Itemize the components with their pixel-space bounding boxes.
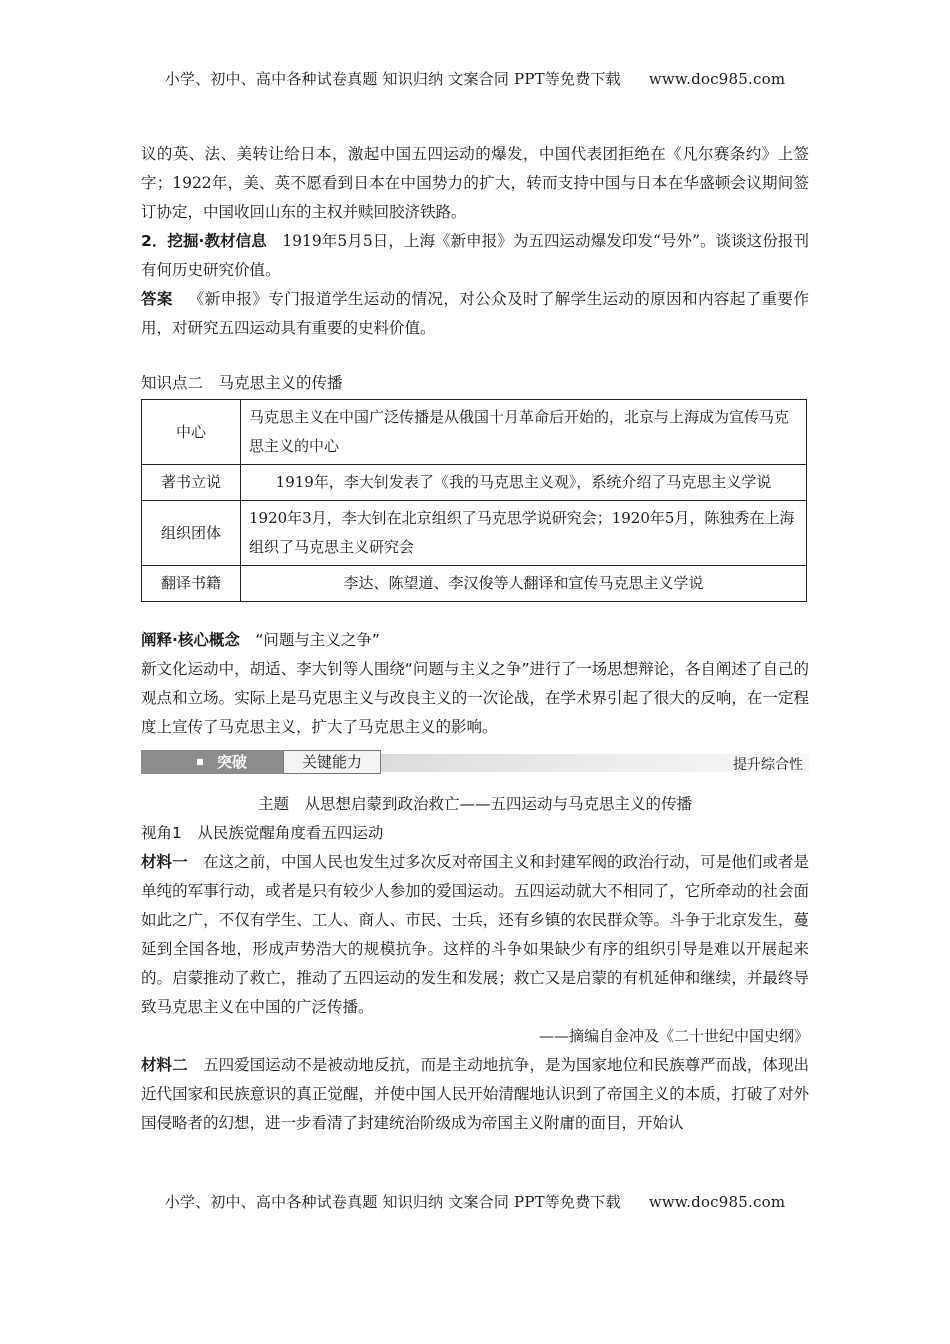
material-1 — [141, 848, 809, 1022]
material-2 — [141, 1051, 809, 1138]
footer-text: 小学、初中、高中各种试卷真题 知识归纳 文案合同 PPT等免费下载 — [164, 1193, 621, 1211]
table-key: 组织团体 — [142, 501, 241, 566]
question-2 — [141, 227, 809, 285]
question-2-text: 1919年5月5日，上海《新申报》为五四运动爆发印发“号外”。谈谈这份报刊有何历史研究价值。 — [141, 232, 809, 279]
table-key: 中心 — [142, 400, 241, 465]
answer — [141, 285, 809, 343]
topic-title: 主题 从思想启蒙到政治救亡——五四运动与马克思主义的传播 — [257, 795, 692, 813]
banner-tab-breakthrough: 突破 — [141, 750, 283, 774]
material-1-label: 材料一 — [141, 853, 188, 871]
answer-text: 《新申报》专门报道学生运动的情况，对公众及时了解学生运动的原因和内容起了重要作用，对研究五四运动具有重要的史料价值。 — [141, 290, 809, 337]
table-value: 马克思主义在中国广泛传播是从俄国十月革命后开始的，北京与上海成为宣传马克思主义的中心 — [241, 400, 807, 465]
material-2-label: 材料二 — [141, 1056, 188, 1074]
table-value: 1919年，李大钊发表了《我的马克思主义观》，系统介绍了马克思主义学说 — [241, 465, 807, 501]
page-content — [141, 140, 809, 1138]
header-text: 小学、初中、高中各种试卷真题 知识归纳 文案合同 PPT等免费下载 — [164, 70, 621, 88]
concept-heading — [141, 626, 809, 655]
footer-url[interactable]: www.doc985.com — [648, 1193, 786, 1211]
table-row — [142, 465, 807, 501]
concept-title: “问题与主义之争” — [255, 631, 380, 649]
square-bullet-icon — [197, 759, 203, 765]
table-row — [142, 566, 807, 602]
table-row — [142, 400, 807, 465]
table-value: 李达、陈望道、李汉俊等人翻译和宣传马克思主义学说 — [241, 566, 807, 602]
concept-text: 新文化运动中，胡适、李大钊等人围绕“问题与主义之争”进行了一场思想辩论，各自阐述了自己的观点和立场。实际上是马克思主义与改良主义的一次论战，在学术界引起了很大的反响，在一定程度上宣传了马克思主义，扩大了马克思主义的影响。 — [141, 660, 809, 736]
banner-right-label: 提升综合性 — [733, 757, 803, 773]
question-2-label: 2．挖掘·教材信息 — [141, 232, 267, 250]
table-value: 1920年3月，李大钊在北京组织了马克思学说研究会；1920年5月，陈独秀在上海组织了马克思主义研究会 — [241, 501, 807, 566]
banner-tab-key-ability: 关键能力 — [283, 750, 381, 774]
page-footer — [0, 1191, 950, 1212]
concept-label: 阐释·核心概念 — [141, 631, 240, 649]
header-url[interactable]: www.doc985.com — [648, 70, 786, 88]
marxism-table — [141, 399, 807, 602]
table-key: 翻译书籍 — [142, 566, 241, 602]
material-2-text: 五四爱国运动不是被动地反抗，而是主动地抗争，是为国家地位和民族尊严而战，体现出近代国家和民族意识的真正觉醒，并使中国人民开始清醒地认识到了帝国主义的本质，打破了对外国侵略者的幻想，进一步看清了封建统治阶级成为帝国主义附庸的面目，开始认 — [141, 1056, 809, 1132]
material-1-text: 在这之前，中国人民也发生过多次反对帝国主义和封建军阀的政治行动，可是他们或者是单纯的军事行动，或者是只有较少人参加的爱国运动。五四运动就大不相同了，它所牵动的社会面如此之广，不仅有学生、工人、商人、市民、士兵，还有乡镇的农民群众等。斗争于北京发生，蔓延到全国各地，形成声势浩大的规模抗争。这样的斗争如果缺少有序的组织引导是难以开展起来的。启蒙推动了救亡，推动了五四运动的发生和发展；救亡又是启蒙的有机延伸和继续，并最终导致马克思主义在中国的广泛传播。 — [141, 853, 809, 1016]
angle-1-title: 视角1 从民族觉醒角度看五四运动 — [141, 824, 384, 842]
table-key: 著书立说 — [142, 465, 241, 501]
page-header — [0, 68, 950, 89]
material-1-source: ——摘编自金冲及《二十世纪中国史纲》 — [538, 1027, 809, 1045]
knowledge-point-2-title: 知识点二 马克思主义的传播 — [141, 374, 343, 392]
table-row — [142, 501, 807, 566]
answer-label: 答案 — [141, 290, 173, 308]
intro-paragraph: 议的英、法、美转让给日本，激起中国五四运动的爆发，中国代表团拒绝在《凡尔赛条约》上签字；1922年，美、英不愿看到日本在中国势力的扩大，转而支持中国与日本在华盛顿会议期间签订协定，中国收回山东的主权并赎回胶济铁路。 — [141, 145, 809, 221]
section-banner — [141, 750, 809, 776]
